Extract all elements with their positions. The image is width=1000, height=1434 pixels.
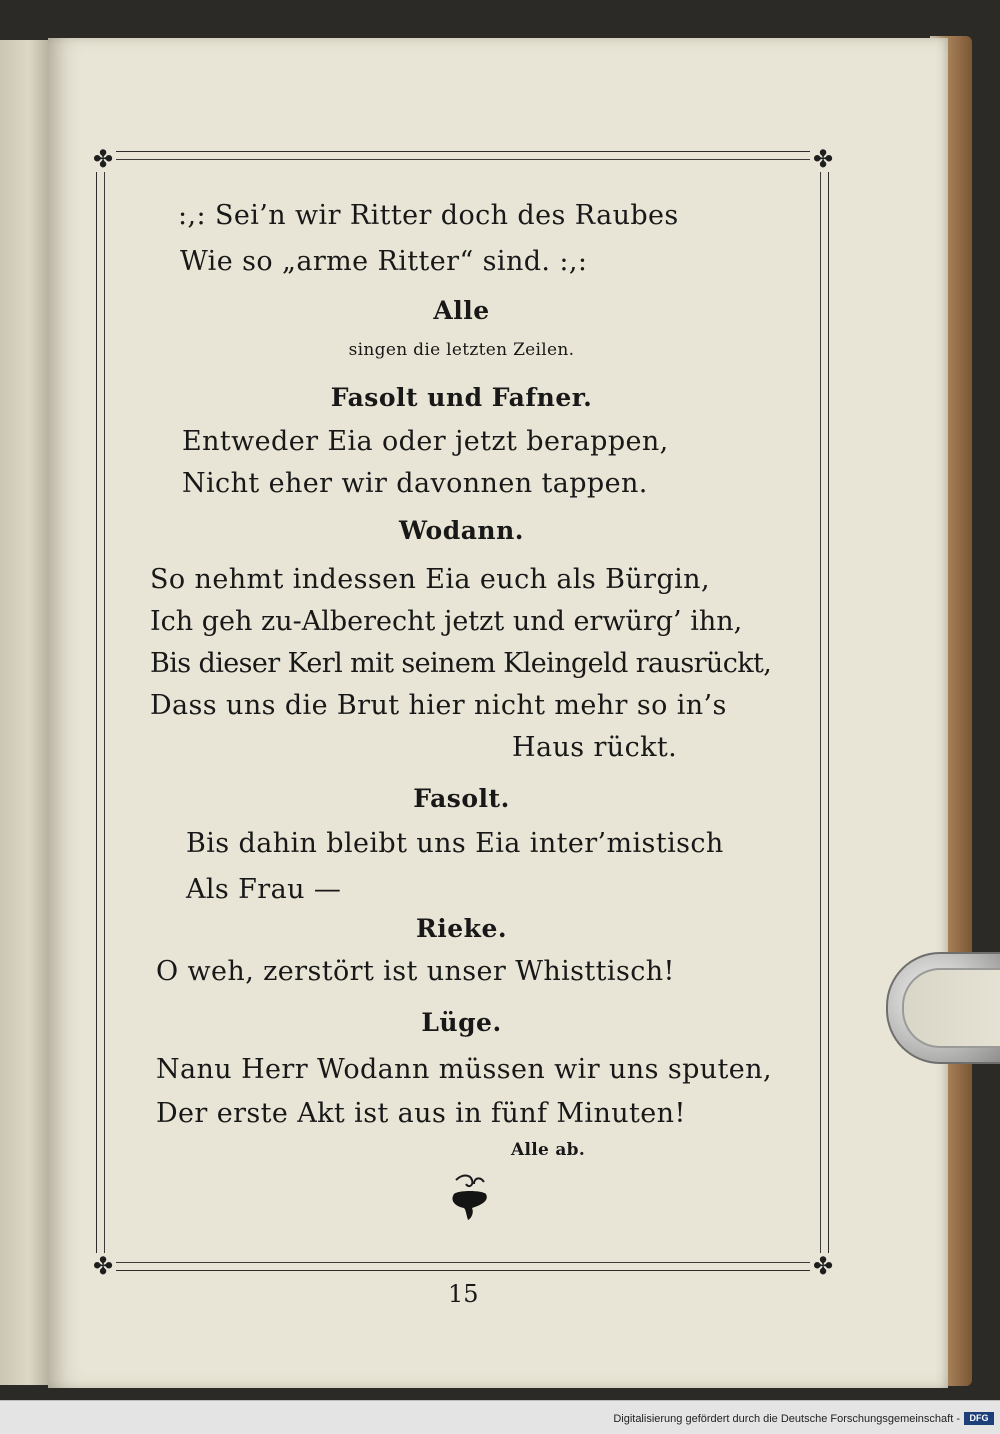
left-page-edge	[0, 40, 48, 1385]
verse-line: Bis dieser Kerl mit seinem Kleingeld rausrückt,	[150, 648, 772, 679]
verse-line: :,: Sei’n wir Ritter doch des Raubes	[178, 200, 679, 231]
stage-direction: Alle ab.	[511, 1140, 586, 1160]
corner-ornament-icon: ✤	[810, 146, 836, 172]
speaker-heading: Wodann.	[399, 516, 524, 545]
dfg-logo: DFG	[964, 1412, 994, 1425]
corner-ornament-icon: ✤	[90, 1253, 116, 1279]
verse-line: Der erste Akt ist aus in fünf Minuten!	[156, 1098, 686, 1129]
digitization-credit: Digitalisierung gefördert durch die Deutsche Forschungsgemeinschaft -	[613, 1413, 960, 1425]
verse-line: So nehmt indessen Eia euch als Bürgin,	[150, 564, 710, 595]
stage-direction: singen die letzten Zeilen.	[348, 340, 575, 360]
speaker-heading: Lüge.	[421, 1008, 502, 1037]
speaker-heading: Alle	[433, 296, 490, 325]
page-clip-opening	[902, 968, 1000, 1048]
speaker-heading: Fasolt.	[413, 784, 510, 813]
verse-line: Bis dahin bleibt uns Eia inter’mistisch	[186, 828, 724, 859]
page-number: 15	[448, 1280, 479, 1308]
verse-line: Wie so „arme Ritter“ sind. :,:	[180, 246, 588, 277]
verse-line: Dass uns die Brut hier nicht mehr so in’s	[150, 690, 727, 721]
verse-line: Ich geh zu‑Alberecht jetzt und erwürg’ ihn,	[150, 606, 743, 637]
verse-line: Entweder Eia oder jetzt berappen,	[182, 426, 669, 457]
verse-line: Haus rückt.	[512, 732, 678, 763]
verse-line: Nicht eher wir davonnen tappen.	[182, 468, 648, 499]
verse-line: O weh, zerstört ist unser Whisttisch!	[156, 956, 675, 987]
verse-line: Als Frau —	[186, 874, 342, 905]
speaker-heading: Fasolt und Fafner.	[330, 383, 593, 412]
corner-ornament-icon: ✤	[810, 1253, 836, 1279]
vine-ornament-icon	[448, 1172, 492, 1222]
speaker-heading: Rieke.	[415, 914, 508, 943]
verse-line: Nanu Herr Wodann müssen wir uns sputen,	[156, 1054, 772, 1085]
corner-ornament-icon: ✤	[90, 146, 116, 172]
